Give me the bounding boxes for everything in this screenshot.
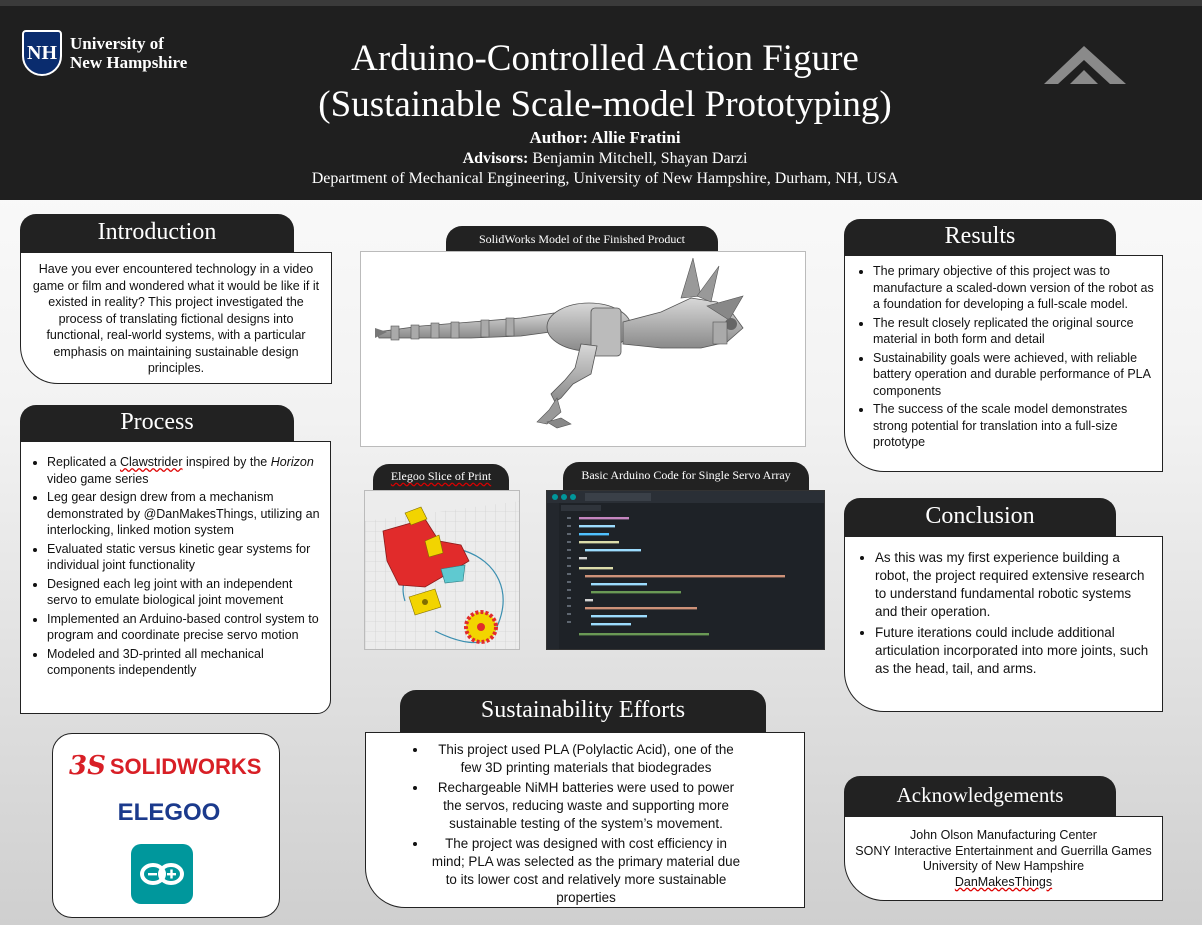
list-item: • This project used PLA (Polylactic Acid), one of the few 3D printing materials that biodegrades (428, 741, 744, 777)
acknowledgements-box (844, 816, 1163, 901)
introduction-text: Have you ever encountered technology in a video game or film and wondered what it would be like if it existed in reality? This project investigated the process of translating fictional designs into functional, real-world systems, with a particular emphasis on maintaining sustainable design principles. (32, 262, 320, 375)
unh-logo (22, 30, 202, 80)
list-item: • Rechargeable NiMH batteries were used to power the servos, reducing waste and supporting more sustainable testing of the system’s movement. (428, 779, 744, 833)
solidworks-model-image (360, 251, 806, 447)
clawstrider-link: Clawstrider (119, 455, 183, 469)
solidworks-logo: 3S SOLIDWORKS (69, 751, 262, 781)
process-list (25, 454, 322, 679)
acknowledgements-heading: Acknowledgements (844, 776, 1116, 816)
slice-print-drawing (365, 491, 520, 650)
poster-header (0, 0, 1202, 200)
arduino-code-image (546, 490, 825, 650)
conclusion-box (844, 536, 1163, 712)
conclusion-list (853, 549, 1152, 678)
list-item: • As this was my first experience building a robot, the project required extensive research to understand fundamental robotic systems and their operation. (875, 549, 1152, 621)
advisors (300, 150, 910, 168)
sustainability-heading: Sustainability Efforts (400, 690, 766, 732)
sustainability-box (365, 732, 805, 908)
results-heading: Results (844, 219, 1116, 255)
code-editor-drawing (547, 491, 825, 650)
ds-mark-icon: 3S (69, 751, 106, 781)
poster-title (250, 36, 960, 128)
mountain-logo-icon (1044, 44, 1126, 84)
introduction-box (20, 252, 332, 384)
advisors-names: Benjamin Mitchell, Shayan Darzi (528, 150, 748, 167)
results-list (851, 263, 1154, 451)
solidworks-caption: SolidWorks Model of the Finished Product (446, 226, 718, 252)
list-item: • Modeled and 3D-printed all mechanical components independently (47, 646, 322, 679)
robot-model-drawing (361, 252, 806, 447)
unh-logo-line1: University of (70, 34, 164, 53)
list-item: • Sustainability goals were achieved, with reliable battery operation and durable performance of PLA components (873, 350, 1154, 400)
unh-logo-text (70, 34, 187, 72)
list-item: • The result closely replicated the original source material in both form and detail (873, 315, 1154, 348)
arduino-code-caption: Basic Arduino Code for Single Servo Array (563, 462, 809, 490)
ack-line: DanMakesThings (954, 874, 1053, 889)
elegoo-slice-image (364, 490, 520, 650)
arduino-logo-icon (131, 844, 193, 904)
list-item: • Replicated a Clawstrider inspired by the Horizon video game series (47, 454, 322, 487)
elegoo-caption: Elegoo Slice of Print (373, 464, 509, 490)
author: Author: Allie Fratini (529, 128, 681, 147)
title-line-2: (Sustainable Scale-model Prototyping) (318, 84, 892, 125)
results-box (844, 255, 1163, 472)
list-item: • Implemented an Arduino-based control system to program and coordinate precise servo motion (47, 611, 322, 644)
elegoo-logo: ELEGOO (117, 799, 221, 826)
list-item: • Evaluated static versus kinetic gear systems for individual joint functionality (47, 541, 322, 574)
list-item: • Future iterations could include additional articulation incorporated into more joints, such as the head, tail, and arms. (875, 624, 1152, 678)
list-item: • The success of the scale model demonstrates strong potential for translation into a full-size prototype (873, 401, 1154, 451)
process-box (20, 441, 331, 714)
advisors-label: Advisors: (462, 150, 529, 167)
software-logos-box (52, 733, 280, 918)
ack-line: SONY Interactive Entertainment and Guerrilla Games (855, 843, 1152, 858)
list-item: • Leg gear design drew from a mechanism demonstrated by @DanMakesThings, utilizing an interlocking, linked motion system (47, 489, 322, 539)
unh-logo-line2: New Hampshire (70, 53, 188, 72)
conclusion-heading: Conclusion (844, 498, 1116, 536)
list-item: • Designed each leg joint with an independent servo to emulate biological joint movement (47, 576, 322, 609)
list-item: • The primary objective of this project was to manufacture a scaled-down version of the robot as a foundation for developing a full-scale model. (873, 263, 1154, 313)
department: Department of Mechanical Engineering, University of New Hampshire, Durham, NH, USA (311, 170, 899, 187)
sustainability-list (406, 741, 744, 907)
title-line-1: Arduino-Controlled Action Figure (351, 38, 859, 79)
list-item: • The project was designed with cost efficiency in mind; PLA was selected as the primary material due to its lower cost and relatively more sustainable properties (428, 835, 744, 907)
unh-shield-icon: NH (22, 30, 62, 76)
process-heading: Process (20, 405, 294, 441)
introduction-heading: Introduction (20, 214, 294, 252)
ack-line: John Olson Manufacturing Center (910, 828, 1097, 842)
ack-line: University of New Hampshire (922, 859, 1085, 873)
